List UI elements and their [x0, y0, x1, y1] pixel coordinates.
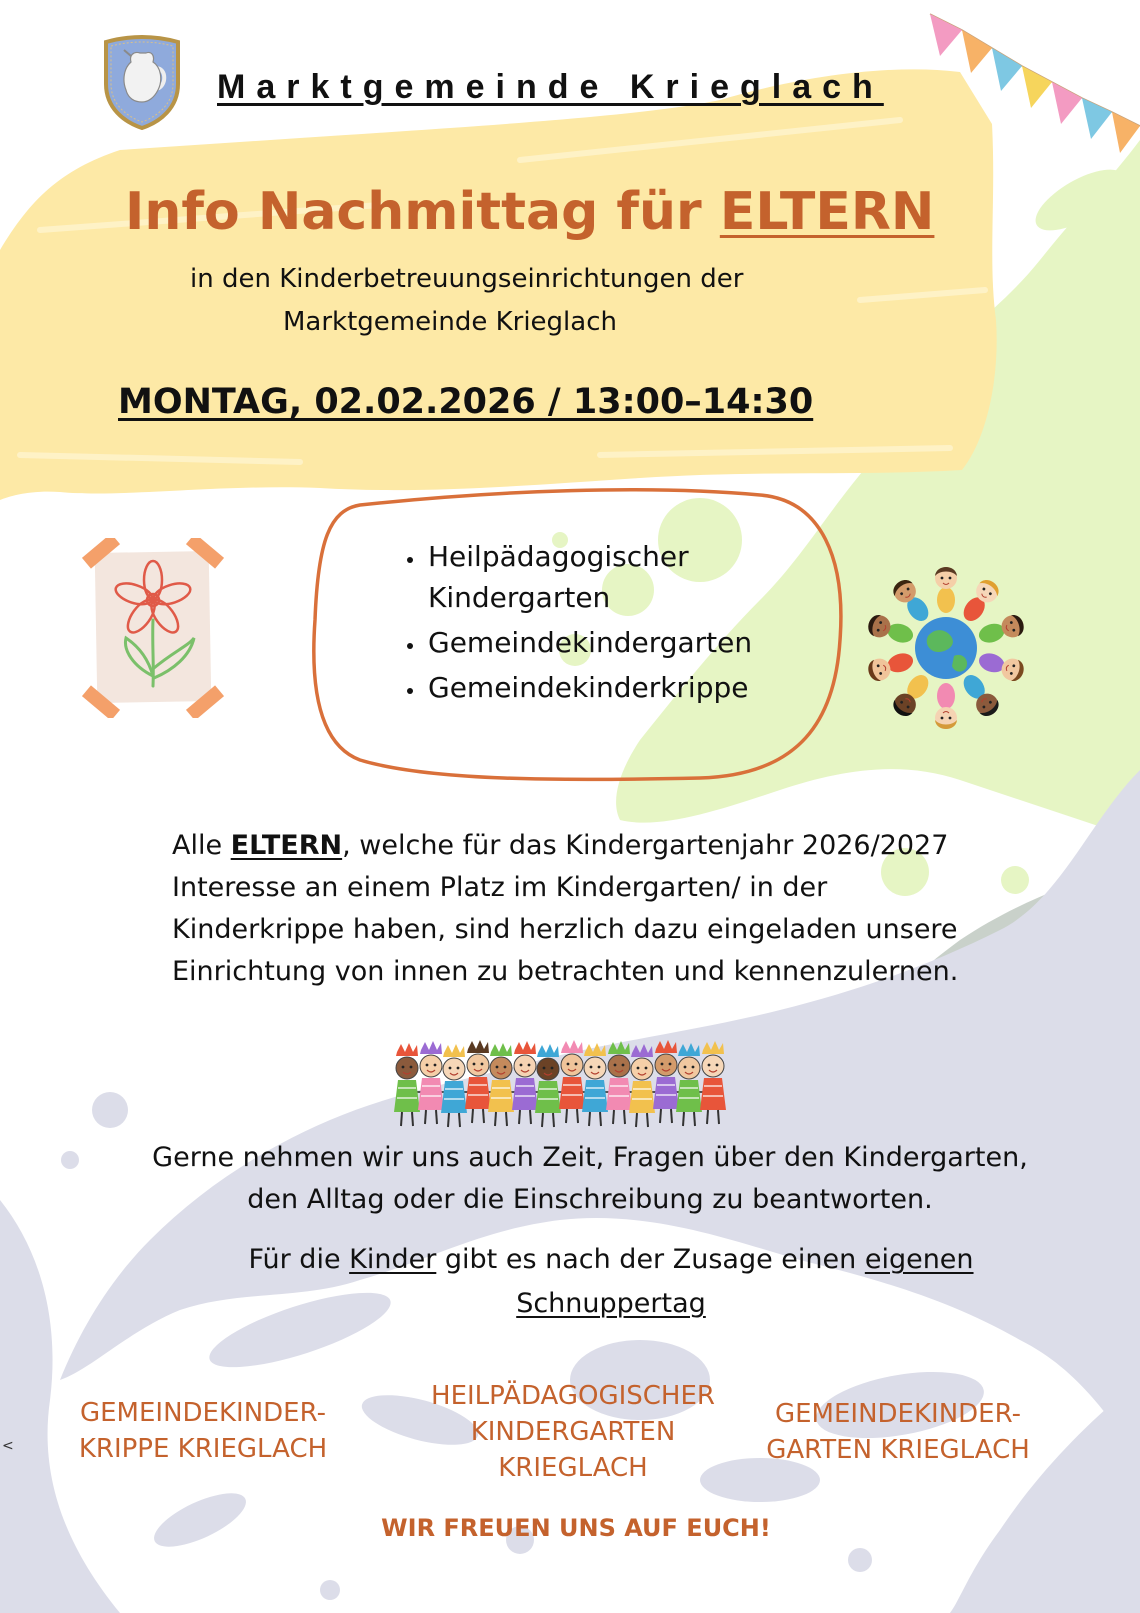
stray-mark: <: [2, 1438, 14, 1454]
child-figure: [465, 1040, 491, 1123]
invitation-line: [172, 825, 958, 867]
trial-day-part1: Für die: [248, 1244, 350, 1275]
children-around-globe-icon: [866, 556, 1026, 736]
event-date-time: MONTAG, 02.02.2026 / 13:00–14:30: [118, 382, 814, 422]
facility-item: • Heilpädagogischer Kindergarten: [426, 536, 766, 618]
child-figure: [935, 567, 957, 613]
heading-prefix: Info Nachmittag für: [125, 182, 720, 242]
trial-day-eigenen: eigenen: [864, 1244, 974, 1275]
closing-line: WIR FREUEN UNS AUF EUCH!: [381, 1514, 771, 1542]
trial-day-part2: gibt es nach der Zusage einen: [436, 1244, 865, 1275]
invitation-line: Kinderkrippe haben, sind herzlich dazu eingeladen unsere: [172, 914, 958, 945]
child-figure: [606, 1041, 632, 1124]
child-figure: [629, 1044, 655, 1127]
child-figure: [976, 613, 1026, 648]
trial-day-line: [82, 1238, 1140, 1282]
child-figure: [488, 1043, 514, 1126]
questions-paragraph: [40, 1137, 1140, 1221]
child-figure: [653, 1040, 679, 1123]
institution-line: GEMEINDEKINDER-: [774, 1399, 1021, 1429]
institution-line: KRIPPE KRIEGLACH: [78, 1434, 328, 1464]
facility-item: • Gemeindekinderkrippe: [426, 667, 766, 708]
subtitle-line: Marktgemeinde Krieglach: [283, 307, 617, 337]
invitation-line: Einrichtung von innen zu betrachten und kennenzulernen.: [172, 956, 959, 987]
subtitle-line: in den Kinderbetreuungseinrichtungen der: [190, 264, 744, 294]
event-heading: [125, 181, 934, 243]
trial-day-schnuppertag: Schnuppertag: [516, 1288, 706, 1319]
child-figure: [958, 576, 1003, 626]
institution-kindergarten: [738, 1396, 1058, 1468]
child-figure: [582, 1043, 608, 1126]
crest-jug-icon: [100, 32, 184, 130]
municipality-title: Marktgemeinde Krieglach: [217, 68, 884, 106]
child-figure: [866, 613, 916, 648]
child-figure: [889, 670, 934, 720]
trial-day-line: [82, 1282, 1140, 1326]
child-figure: [889, 576, 934, 626]
trial-day-kinder: Kinder: [349, 1244, 437, 1275]
invitation-line: Interesse an einem Platz im Kindergarten/ in der: [172, 872, 828, 903]
children-row-icon: [393, 1036, 743, 1136]
facility-list: [392, 536, 766, 712]
child-figure: [441, 1044, 467, 1127]
facility-item: • Gemeindekindergarten: [426, 622, 766, 663]
child-figure: [418, 1041, 444, 1124]
child-figure: [866, 648, 916, 683]
invitation-line1-rest: , welche für das Kindergartenjahr 2026/2027: [342, 830, 949, 861]
heading-emphasis: ELTERN: [719, 182, 935, 242]
questions-line: Gerne nehmen wir uns auch Zeit, Fragen über den Kindergarten,: [152, 1142, 1028, 1173]
child-figure: [512, 1041, 538, 1124]
institution-line: GEMEINDEKINDER-: [79, 1398, 326, 1428]
institution-line: KINDERGARTEN: [470, 1417, 676, 1447]
invitation-paragraph: [172, 825, 958, 993]
invitation-lead: Alle: [172, 830, 231, 861]
child-figure: [394, 1043, 420, 1126]
institution-heilpaedagogisch: [413, 1378, 733, 1486]
child-figure: [676, 1043, 702, 1126]
child-figure: [700, 1041, 726, 1124]
child-figure: [535, 1044, 561, 1127]
invitation-emphasis: ELTERN: [230, 830, 343, 861]
institution-krippe: [43, 1395, 363, 1467]
questions-line: den Alltag oder die Einschreibung zu beantworten.: [247, 1184, 933, 1215]
institution-line: HEILPÄDAGOGISCHER: [431, 1381, 715, 1411]
child-figure: [559, 1040, 585, 1123]
child-figure: [935, 683, 957, 729]
bunting-flags-icon: [928, 6, 1140, 176]
child-figure: [958, 670, 1003, 720]
trial-day-paragraph: [82, 1238, 1140, 1326]
child-figure: [976, 648, 1026, 683]
institution-line: GARTEN KRIEGLACH: [766, 1435, 1030, 1465]
flower-drawing-icon: [78, 538, 228, 718]
institution-line: KRIEGLACH: [498, 1453, 648, 1483]
